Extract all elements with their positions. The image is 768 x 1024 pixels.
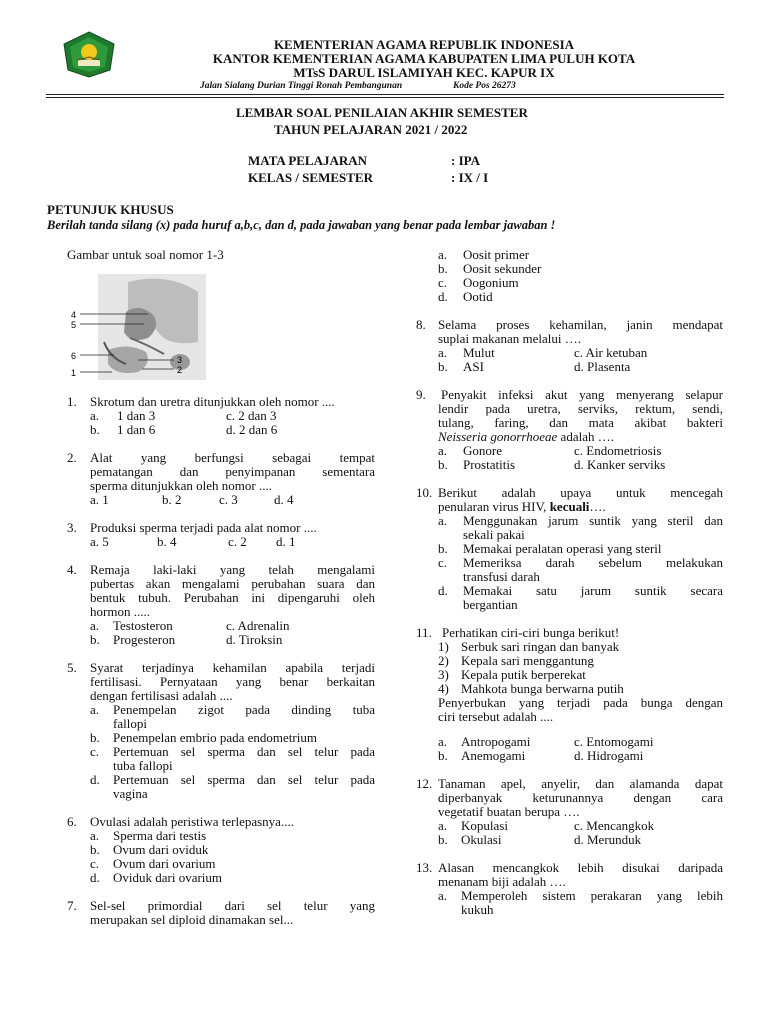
q6-option-b-letter: b. (90, 842, 100, 857)
subject-value: : IPA (451, 153, 481, 168)
q8-option-b[interactable]: ASI (463, 359, 484, 374)
q6-option-c-letter: c. (90, 856, 100, 871)
q13-number: 13. (416, 860, 433, 875)
q4-option-c[interactable]: c. Adrenalin (226, 618, 290, 633)
figure-label-3: 3 (177, 355, 183, 365)
q7-text-line2: merupakan sel diploid dinamakan sel... (90, 912, 294, 927)
q2-option-d[interactable]: d. 4 (274, 492, 294, 507)
q3-option-c[interactable]: c. 2 (228, 534, 247, 549)
q6-option-d-letter: d. (90, 870, 100, 885)
q12-text-line2: diperbanyak keturunannya dengan cara (438, 790, 723, 805)
q12-option-c[interactable]: c. Mencangkok (574, 818, 655, 833)
q9-text-line3: tulang, faring, dan mata akibat bakteri (438, 415, 723, 430)
q10-option-c-line2[interactable]: transfusi darah (463, 569, 540, 584)
q4-text-line2: pubertas akan mengalami perubahan suara dan (90, 576, 375, 591)
q7-number: 7. (67, 898, 77, 913)
q5-number: 5. (67, 660, 77, 675)
q3-text: Produksi sperma terjadi pada alat nomor .... (90, 520, 317, 535)
q11-item2: Kepala sari menggantung (461, 653, 594, 668)
q12-option-a[interactable]: Kopulasi (461, 818, 508, 833)
q8-option-b-letter: b. (438, 359, 448, 374)
q2-option-b[interactable]: b. 2 (162, 492, 182, 507)
q4-option-b[interactable]: Progesteron (113, 632, 176, 647)
q2-text-line3: sperma ditunjukkan oleh nomor .... (90, 478, 272, 493)
q13-option-a-letter: a. (438, 888, 448, 903)
header-divider (46, 94, 724, 98)
q6-option-c[interactable]: Ovum dari ovarium (113, 856, 216, 871)
figure-label-6: 6 (71, 351, 77, 361)
q4-text-line1: Remaja laki-laki yang telah mengalami (90, 562, 375, 577)
q4-option-b-letter: b. (90, 632, 100, 647)
q11-option-c[interactable]: c. Entomogami (574, 734, 654, 749)
q11-item2-num: 2) (438, 653, 449, 668)
q7-option-c-letter: c. (438, 275, 448, 290)
q5-option-a-line1[interactable]: Penempelan zigot pada dinding tuba (113, 702, 375, 717)
q12-text-line3: vegetatif buatan berupa …. (438, 804, 580, 819)
q2-text-line2: pematangan dan penyimpanan sementara (90, 464, 375, 479)
q11-option-b[interactable]: Anemogami (461, 748, 526, 763)
q10-option-b-letter: b. (438, 541, 448, 556)
q10-option-d-line2[interactable]: bergantian (463, 597, 518, 612)
q9-text-line1: Penyakit infeksi akut yang menyerang selapur (441, 387, 723, 402)
q13-text-line2: menanam biji adalah …. (438, 874, 566, 889)
q1-option-d[interactable]: d. 2 dan 6 (226, 422, 278, 437)
q5-option-c-letter: c. (90, 744, 100, 759)
q11-option-b-letter: b. (438, 748, 448, 763)
q8-option-d[interactable]: d. Plasenta (574, 359, 631, 374)
q9-text-line4-end: adalah …. (557, 429, 614, 444)
q9-number: 9. (416, 387, 426, 402)
figure-label-2: 2 (177, 365, 183, 375)
q8-option-a-letter: a. (438, 345, 448, 360)
q4-option-d[interactable]: d. Tiroksin (226, 632, 283, 647)
q11-text-line1: Perhatikan ciri-ciri bunga berikut! (442, 625, 620, 640)
q13-option-a-line1[interactable]: Memperoleh sistem perakaran yang lebih (461, 888, 723, 903)
q3-option-d[interactable]: d. 1 (276, 534, 296, 549)
q3-option-a[interactable]: a. 5 (90, 534, 109, 549)
q11-option-a-letter: a. (438, 734, 448, 749)
q7-text-line1: Sel-sel primordial dari sel telur yang (90, 898, 375, 913)
q1-option-b[interactable]: 1 dan 6 (117, 422, 156, 437)
q1-option-c[interactable]: c. 2 dan 3 (226, 408, 277, 423)
title-line1: LEMBAR SOAL PENILAIAN AKHIR SEMESTER (236, 105, 528, 120)
q11-number: 11. (416, 625, 432, 640)
anatomy-figure (68, 272, 208, 384)
q7-option-b[interactable]: Oosit sekunder (463, 261, 542, 276)
q1-number: 1. (67, 394, 77, 409)
q9-option-d[interactable]: d. Kanker serviks (574, 457, 666, 472)
q7-option-d-letter: d. (438, 289, 448, 304)
q11-text-line3: ciri tersebut adalah .... (438, 709, 554, 724)
q9-option-a-letter: a. (438, 443, 448, 458)
q1-option-a-letter: a. (90, 408, 100, 423)
q12-option-b-letter: b. (438, 832, 448, 847)
q5-text-line1: Syarat terjadinya kehamilan apabila terjadi (90, 660, 375, 675)
q1-option-a[interactable]: 1 dan 3 (117, 408, 156, 423)
q10-option-d-letter: d. (438, 583, 448, 598)
q4-option-a[interactable]: Testosteron (113, 618, 173, 633)
figure-label-4: 4 (71, 310, 77, 320)
q5-option-c-line2[interactable]: tuba fallopi (113, 758, 173, 773)
q11-item4: Mahkota bunga berwarna putih (461, 681, 624, 696)
q10-option-c-letter: c. (438, 555, 448, 570)
q10-option-d-line1[interactable]: Memakai satu jarum suntik secara (463, 583, 723, 598)
q5-option-d-line1[interactable]: Pertemuan sel sperma dan sel telur pada (113, 772, 375, 787)
q12-option-a-letter: a. (438, 818, 448, 833)
q5-option-d-letter: d. (90, 772, 100, 787)
q12-text-line1: Tanaman apel, anyelir, dan alamanda dapat (438, 776, 723, 791)
q7-option-b-letter: b. (438, 261, 448, 276)
q6-option-d[interactable]: Oviduk dari ovarium (113, 870, 223, 885)
q5-option-c-line1[interactable]: Pertemuan sel sperma dan sel telur pada (113, 744, 375, 759)
instructions-heading: PETUNJUK KHUSUS (47, 202, 174, 217)
figure-label-5: 5 (71, 320, 77, 330)
q4-number: 4. (67, 562, 77, 577)
header-postcode: Kode Pos 26273 (453, 81, 516, 91)
q5-option-d-line2[interactable]: vagina (113, 786, 148, 801)
q10-text-line2-start: penularan virus HIV, (438, 499, 550, 514)
q9-option-a[interactable]: Gonore (463, 443, 502, 458)
instructions-text: Berilah tanda silang (x) pada huruf a,b,c, dan d, pada jawaban yang benar pada lembar jawaban ! (47, 218, 556, 232)
header-office: KANTOR KEMENTERIAN AGAMA KABUPATEN LIMA PULUH KOTA (212, 51, 636, 66)
q8-option-c[interactable]: c. Air ketuban (574, 345, 648, 360)
q6-option-a[interactable]: Sperma dari testis (113, 828, 207, 843)
q7-option-a-letter: a. (438, 247, 448, 262)
q9-option-b-letter: b. (438, 457, 448, 472)
q6-option-b[interactable]: Ovum dari oviduk (113, 842, 209, 857)
figure-label-1: 1 (71, 368, 77, 378)
q8-text-line2: suplai makanan melalui …. (438, 331, 581, 346)
q7-option-c[interactable]: Oogonium (463, 275, 519, 290)
q12-option-b[interactable]: Okulasi (461, 832, 502, 847)
title-line2: TAHUN PELAJARAN 2021 / 2022 (274, 122, 468, 137)
q2-text-line1: Alat yang berfungsi sebagai tempat (90, 450, 375, 465)
q13-option-a-line2[interactable]: kukuh (461, 902, 494, 917)
q8-text-line1: Selama proses kehamilan, janin mendapat (438, 317, 723, 332)
class-label: KELAS / SEMESTER (248, 170, 373, 185)
q6-option-a-letter: a. (90, 828, 100, 843)
q7-option-d[interactable]: Ootid (463, 289, 493, 304)
q1-text: Skrotum dan uretra ditunjukkan oleh nomor .... (90, 394, 335, 409)
q10-option-b[interactable]: Memakai peralatan operasi yang steril (463, 541, 662, 556)
q11-item3: Kepala putik berperekat (461, 667, 586, 682)
q10-number: 10. (416, 485, 433, 500)
q12-option-d[interactable]: d. Merunduk (574, 832, 642, 847)
q11-text-line2: Penyerbukan yang terjadi pada bunga dengan (438, 695, 723, 710)
q3-option-b[interactable]: b. 4 (157, 534, 177, 549)
q11-item1: Serbuk sari ringan dan banyak (461, 639, 620, 654)
q4-text-line4: hormon ..... (90, 604, 150, 619)
header-ministry: KEMENTERIAN AGAMA REPUBLIK INDONESIA (273, 37, 575, 52)
q2-option-a[interactable]: a. 1 (90, 492, 109, 507)
q5-option-a-letter: a. (90, 702, 100, 717)
header-address: Jalan Sialang Durian Tinggi Ronah Pembangunan (200, 81, 403, 91)
figure-caption: Gambar untuk soal nomor 1-3 (67, 247, 224, 262)
q5-text-line3: dengan fertilisasi adalah .... (90, 688, 233, 703)
q10-text-line2-end: …. (589, 499, 606, 514)
q2-number: 2. (67, 450, 77, 465)
q11-item3-num: 3) (438, 667, 449, 682)
q3-number: 3. (67, 520, 77, 535)
q12-number: 12. (416, 776, 433, 791)
subject-label: MATA PELAJARAN (248, 153, 368, 168)
q5-option-b-letter: b. (90, 730, 100, 745)
q10-option-a-line2[interactable]: sekali pakai (463, 527, 525, 542)
q10-option-a-line1[interactable]: Menggunakan jarum suntik yang steril dan (463, 513, 723, 528)
q6-number: 6. (67, 814, 77, 829)
q9-text-line2: lendir pada uretra, serviks, rektum, sendi, (438, 401, 723, 416)
q5-text-line2: fertilisasi. Pernyataan yang benar berkaitan (90, 674, 375, 689)
q11-item4-num: 4) (438, 681, 449, 696)
q1-option-b-letter: b. (90, 422, 100, 437)
q9-text-line4 (438, 430, 614, 444)
q11-item1-num: 1) (438, 639, 449, 654)
header-school: MTsS DARUL ISLAMIYAH KEC. KAPUR IX (293, 65, 555, 80)
q5-option-b[interactable]: Penempelan embrio pada endometrium (113, 730, 317, 745)
q4-option-a-letter: a. (90, 618, 100, 633)
q10-kecuali: kecuali (549, 499, 590, 514)
class-value: : IX / I (451, 170, 489, 185)
q10-text-line2 (438, 500, 606, 514)
q11-option-d[interactable]: d. Hidrogami (574, 748, 644, 763)
q5-option-a-line2[interactable]: fallopi (113, 716, 147, 731)
q9-bacteria-name: Neisseria gonorrhoeae (438, 429, 558, 444)
q9-option-c[interactable]: c. Endometriosis (574, 443, 662, 458)
q13-text-line1: Alasan mencangkok lebih disukai daripada (438, 860, 723, 875)
q2-option-c[interactable]: c. 3 (219, 492, 238, 507)
q11-option-a[interactable]: Antropogami (461, 734, 531, 749)
q10-option-c-line1[interactable]: Memeriksa darah sebelum melakukan (463, 555, 723, 570)
q4-text-line3: bentuk tubuh. Perubahan ini dipengaruhi oleh (90, 590, 375, 605)
q6-text: Ovulasi adalah peristiwa terlepasnya.... (90, 814, 294, 829)
q9-option-b[interactable]: Prostatitis (463, 457, 516, 472)
q8-option-a[interactable]: Mulut (463, 345, 495, 360)
q7-option-a[interactable]: Oosit primer (463, 247, 530, 262)
q10-text-line1: Berikut adalah upaya untuk mencegah (438, 485, 723, 500)
q10-option-a-letter: a. (438, 513, 448, 528)
q8-number: 8. (416, 317, 426, 332)
